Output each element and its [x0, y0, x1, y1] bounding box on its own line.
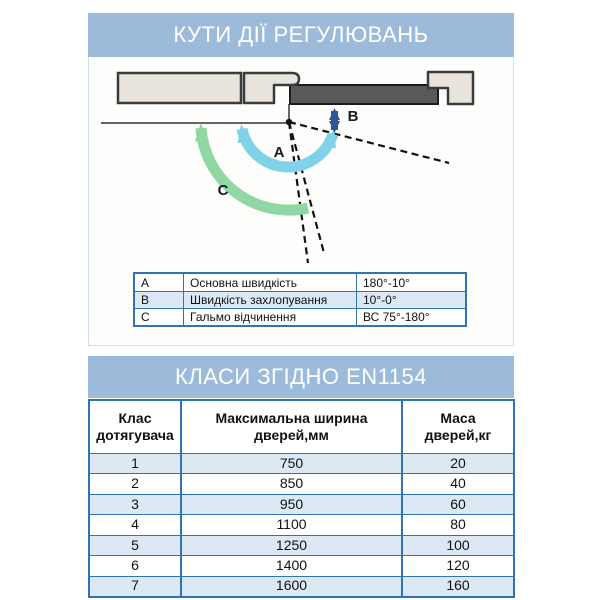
angle-key: B: [141, 293, 150, 307]
cell-width: 750: [180, 454, 401, 473]
cell-class: 1: [131, 454, 139, 471]
section2-title: КЛАСИ ЗГІДНО EN1154: [175, 364, 427, 389]
table-row: [90, 535, 513, 555]
cell-width: 1250: [180, 536, 401, 555]
cell-mass: 100: [401, 536, 513, 555]
cell-mass: 20: [401, 454, 513, 473]
dashed-line-down-1: [289, 122, 308, 263]
section1-title-band: [88, 13, 514, 57]
section1-title: КУТИ ДІЇ РЕГУЛЮВАНЬ: [173, 22, 429, 47]
section2-title-band: [88, 356, 514, 398]
header-class: Клас дотягувача: [96, 409, 174, 443]
cell-mass: 120: [401, 556, 513, 575]
en1154-classes-table: [88, 399, 515, 598]
cell-class: 3: [131, 495, 139, 512]
cell-mass: 40: [401, 474, 513, 493]
table-row: [135, 308, 465, 325]
table-row: [90, 555, 513, 575]
cell-mass: 80: [401, 515, 513, 534]
cell-width: 1400: [180, 556, 401, 575]
cell-width: 950: [180, 495, 401, 514]
table-row: [90, 494, 513, 514]
cell-width: 1100: [180, 515, 401, 534]
closed-door-leaf: [290, 85, 438, 104]
cell-class: 6: [131, 557, 139, 574]
cell-class: 5: [131, 536, 139, 553]
cell-mass: 160: [401, 577, 513, 596]
angle-value: ВС 75°-180°: [356, 309, 465, 325]
table-row: [90, 576, 513, 596]
angle-label: Основна швидкість: [183, 274, 356, 291]
angle-label: Гальмо відчинення: [183, 309, 356, 325]
table-row: [135, 274, 465, 291]
cell-class: 4: [131, 516, 139, 533]
header-max-width: Максимальна ширина дверей,мм: [180, 401, 401, 453]
door-closer-diagram: [88, 57, 514, 346]
cell-width: 1600: [180, 577, 401, 596]
wall-left-panel: [118, 73, 241, 103]
table-row: [90, 453, 513, 473]
angle-key: C: [141, 310, 150, 324]
cell-class: 7: [131, 577, 139, 594]
dashed-line-down-2: [289, 122, 324, 253]
header-mass: Маса дверей,кг: [401, 401, 513, 453]
table-row: [135, 291, 465, 308]
angle-value: 10°-0°: [356, 292, 465, 308]
table-row: [90, 514, 513, 534]
cell-width: 850: [180, 474, 401, 493]
table-row: [90, 473, 513, 493]
angle-key: A: [141, 275, 150, 290]
angle-legend-table: [133, 272, 467, 327]
diagram-label-c: C: [217, 182, 229, 199]
arc-a-main-speed-arrow: [242, 129, 333, 167]
table-header-row: [90, 401, 513, 453]
diagram-label-b: B: [347, 108, 359, 125]
cell-mass: 60: [401, 495, 513, 514]
diagram-label-a: A: [273, 144, 285, 161]
angle-label: Швидкість захлопування: [183, 292, 356, 308]
cell-class: 2: [131, 475, 139, 492]
angle-value: 180°-10°: [356, 274, 465, 291]
